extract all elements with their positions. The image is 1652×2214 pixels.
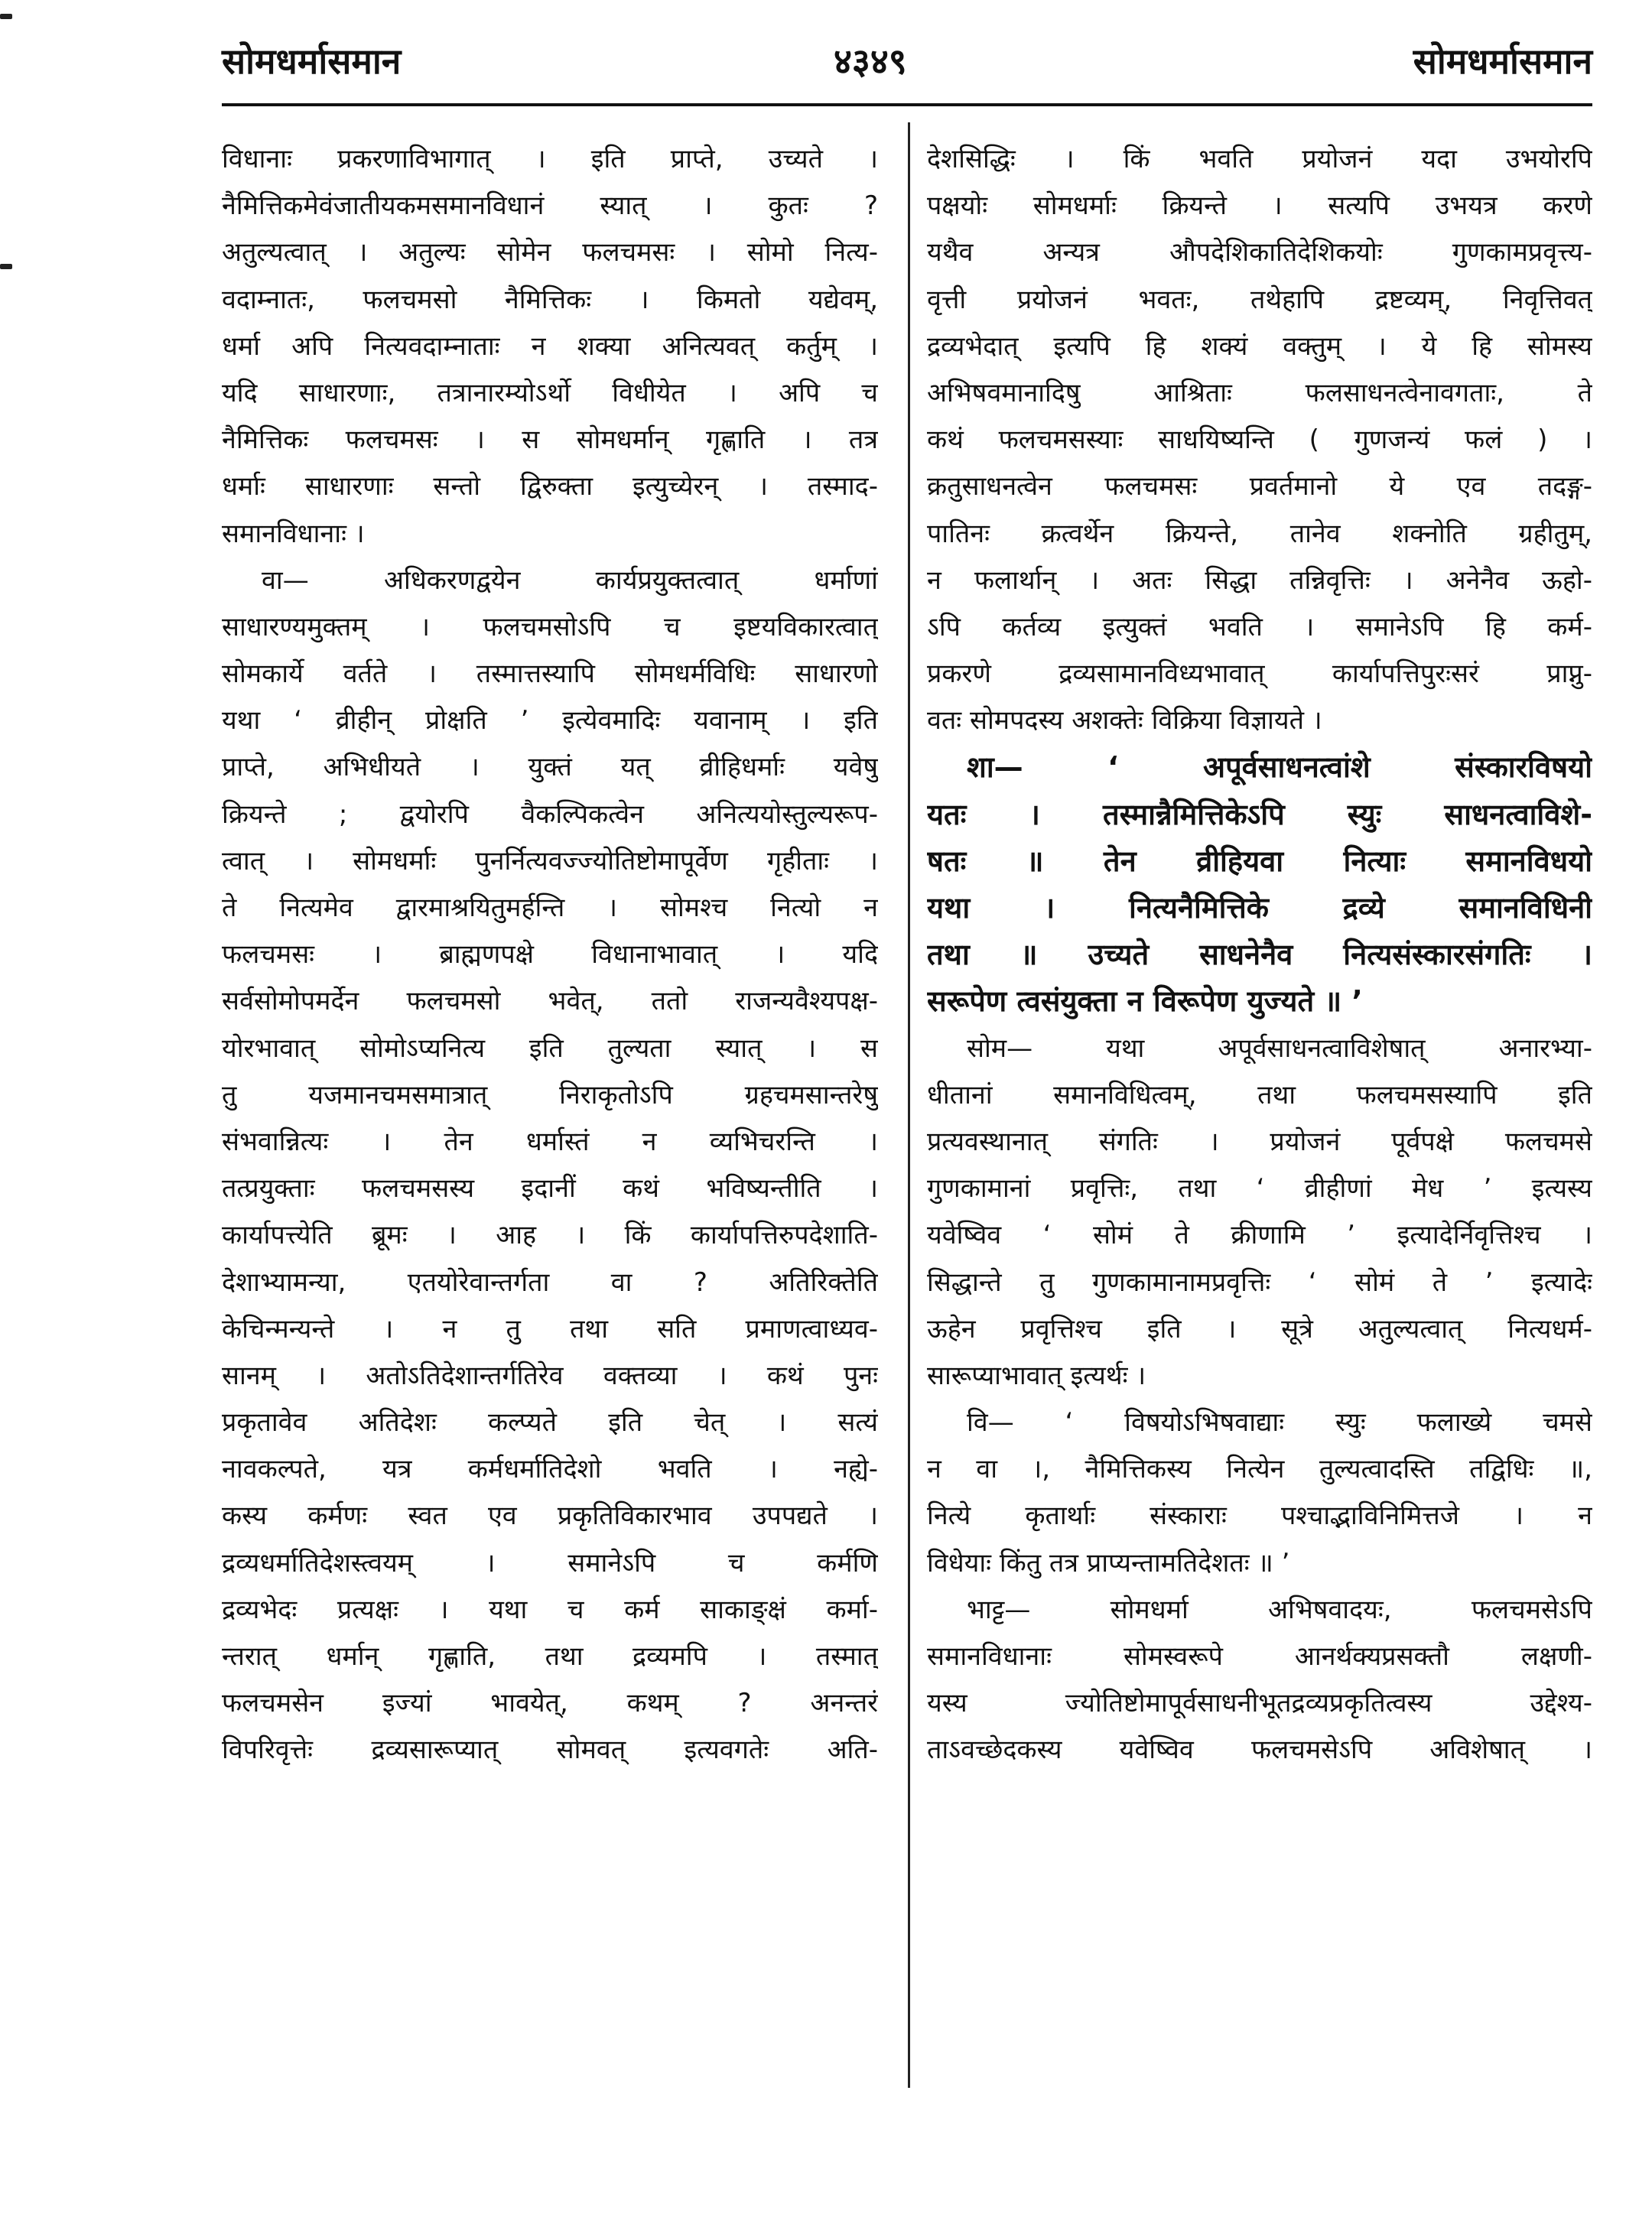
- text-line: नावकल्पते, यत्र कर्मधर्मातिदेशो भवति । नह्ये-: [222, 1454, 878, 1485]
- text-line: योरभावात् सोमोऽप्यनित्य इति तुल्यता स्यात् । स: [222, 1032, 878, 1064]
- text-line: देशसिद्धिः । किं भवति प्रयोजनं यदा उभयोरपि: [927, 144, 1592, 174]
- text-line: सानम् । अतोऽतिदेशान्तर्गतिरेव वक्तव्या । कथं पुनः: [222, 1360, 878, 1391]
- text-line: सिद्धान्ते तु गुणकामानामप्रवृत्तिः ‘ सोमं ते ’ इत्यादेः: [927, 1266, 1592, 1298]
- text-line: गुणकामानां प्रवृत्तिः, तथा ‘ व्रीहीणां मेध ’ इत्यस्य: [927, 1173, 1592, 1205]
- text-line: तत्प्रयुक्ताः फलचमसस्य इदानीं कथं भविष्यन्तीति ।: [222, 1173, 878, 1205]
- verse-line: सरूपेण त्वसंयुक्ता न विरूपेण युज्यते ॥ ’: [927, 984, 1363, 1019]
- verse-line: तथा ॥ उच्यते साधनेनैव नित्यसंस्कारसंगतिः ।: [927, 938, 1592, 972]
- text-line: क्रतुसाधनत्वेन फलचमसः प्रवर्तमानो ये एव तदङ्ग-: [927, 471, 1592, 502]
- left-column: [222, 136, 878, 1774]
- text-line: ताऽवच्छेदकस्य यवेष्विव फलचमसेऽपि अविशेषात् ।: [927, 1734, 1592, 1766]
- text-line: न फलार्थान् । अतः सिद्धा तन्निवृत्तिः । अनेनैव ऊहो-: [927, 564, 1592, 596]
- text-line: नैमित्तिकः फलचमसः । स सोमधर्मान् गृह्णाति । तत्र: [222, 424, 878, 456]
- text-line: वृत्ती प्रयोजनं भवतः, तथेहापि द्रष्टव्यम्, निवृत्तिवत्: [927, 284, 1592, 315]
- text-line: ते नित्यमेव द्वारमाश्रयितुमर्हन्ति । सोमश्च नित्यो न: [222, 892, 878, 923]
- text-line: विधेयाः किंतु तत्र प्राप्यन्तामतिदेशतः ॥ ’: [927, 1547, 1290, 1578]
- text-line: पातिनः क्रत्वर्थेन क्रियन्ते, तानेव शक्नोति ग्रहीतुम्,: [927, 518, 1592, 549]
- text-line: वि— ‘ विषयोऽभिषवाद्याः स्युः फलाख्ये चमसे: [967, 1407, 1592, 1439]
- text-line: विपरिवृत्तेः द्रव्यसारूप्यात् सोमवत् इत्यवगतेः अति-: [222, 1734, 878, 1766]
- text-line: प्रकरणे द्रव्यसामानविध्यभावात् कार्यापत्तिपुरःसरं प्राप्नु-: [927, 658, 1592, 690]
- text-line: यथा ‘ व्रीहीन् प्रोक्षति ’ इत्येवमादिः यवानाम् । इति: [222, 705, 878, 736]
- text-line: कथं फलचमसस्याः साधयिष्यन्ति ( गुणजन्यं फलं ) ।: [927, 424, 1592, 456]
- scan-margin-mark: [0, 14, 12, 19]
- text-line: द्रव्यभेदात् इत्यपि हि शक्यं वक्तुम् । ये हि सोमस्य: [927, 330, 1592, 362]
- text-line: फलचमसः । ब्राह्मणपक्षे विधानाभावात् । यदि: [222, 939, 878, 970]
- text-line: यथैव अन्यत्र औपदेशिकातिदेशिकयोः गुणकामप्रवृत्त्य-: [927, 237, 1592, 268]
- text-line: कस्य कर्मणः स्वत एव प्रकृतिविकारभाव उपपद्यते ।: [222, 1500, 878, 1532]
- text-line: वतः सोमपदस्य अशक्तेः विक्रिया विज्ञायते ।: [927, 705, 1322, 736]
- text-line: यस्य ज्योतिष्टोमापूर्वसाधनीभूतद्रव्यप्रकृतित्वस्य उद्देश्य-: [927, 1688, 1592, 1719]
- text-line: सारूप्याभावात् इत्यर्थः ।: [927, 1360, 1146, 1391]
- scan-margin-mark: [0, 264, 12, 269]
- text-line: वदाम्नातः, फलचमसो नैमित्तिकः । किमतो यद्येवम्,: [222, 284, 878, 315]
- text-line: न्तरात् धर्मान् गृह्णाति, तथा द्रव्यमपि । तस्मात्: [222, 1641, 878, 1672]
- text-line: पक्षयोः सोमधर्माः क्रियन्ते । सत्यपि उभयत्र करणे: [927, 190, 1592, 222]
- page-number: ४३४९: [834, 41, 907, 82]
- text-line: कार्यापत्त्येति ब्रूमः । आह । किं कार्यापत्तिरुपदेशाति-: [222, 1220, 878, 1251]
- verse-line: यतः । तस्मान्नैमित्तिकेऽपि स्युः साधनत्वाविशे-: [927, 797, 1592, 831]
- text-line: यवेष्विव ‘ सोमं ते क्रीणामि ’ इत्यादेर्निवृत्तिश्च ।: [927, 1220, 1592, 1251]
- text-line: सर्वसोमोपमर्देन फलचमसो भवेत्, ततो राजन्यवैश्यपक्ष-: [222, 986, 878, 1017]
- text-line: फलचमसेन इज्यां भावयेत्, कथम् ? अनन्तरं: [222, 1688, 878, 1719]
- text-line: वा— अधिकरणद्वयेन कार्यप्रयुक्तत्वात् धर्माणां: [262, 564, 878, 596]
- text-line: त्वात् । सोमधर्माः पुनर्नित्यवज्ज्योतिष्टोमापूर्वेण गृहीताः ।: [222, 845, 878, 876]
- text-line: नैमित्तिकमेवंजातीयकमसमानविधानं स्यात् । कुतः ?: [222, 190, 878, 222]
- text-line: द्रव्यभेदः प्रत्यक्षः । यथा च कर्म साकाङ्क्षं कर्मा-: [222, 1594, 878, 1625]
- text-line: अतुल्यत्वात् । अतुल्यः सोमेन फलचमसः । सोमो नित्य-: [222, 237, 878, 268]
- running-head-left: सोमधर्मासमान: [222, 41, 402, 82]
- text-line: धर्माः साधारणाः सन्तो द्विरुक्ता इत्युच्येरन् । तस्माद-: [222, 471, 878, 502]
- text-line: प्राप्ते, अभिधीयते । युक्तं यत् व्रीहिधर्माः यवेषु: [222, 752, 878, 783]
- column-divider: [908, 122, 910, 2088]
- text-line: द्रव्यधर्मातिदेशस्त्वयम् । समानेऽपि च कर्मणि: [222, 1547, 878, 1578]
- text-line: सोमकार्ये वर्तते । तस्मात्तस्यापि सोमधर्मविधिः साधारणो: [222, 658, 878, 690]
- header-rule: [222, 103, 1592, 106]
- text-line: समानविधानाः सोमस्वरूपे आनर्थक्यप्रसक्तौ लक्षणी-: [927, 1641, 1592, 1672]
- verse-line: यथा । नित्यनैमित्तिके द्रव्ये समानविधिनी: [927, 891, 1592, 925]
- text-line: संभवान्नित्यः । तेन धर्मास्तं न व्यभिचरन्ति ।: [222, 1126, 878, 1157]
- text-line: तु यजमानचमसमात्रात् निराकृतोऽपि ग्रहचमसान्तरेषु: [222, 1079, 878, 1110]
- text-line: नित्ये कृतार्थाः संस्काराः पश्चाद्भाविनिमित्तजे । न: [927, 1500, 1592, 1532]
- text-line: केचिन्मन्यन्ते । न तु तथा सति प्रमाणत्वाध्यव-: [222, 1313, 878, 1344]
- running-head-right: सोमधर्मासमान: [1413, 41, 1592, 82]
- text-line: ऊहेन प्रवृत्तिश्च इति । सूत्रे अतुल्यत्वात् नित्यधर्म-: [927, 1313, 1592, 1344]
- text-line: विधानाः प्रकरणाविभागात् । इति प्राप्ते, उच्यते ।: [222, 144, 878, 174]
- text-line: प्रत्यवस्थानात् संगतिः । प्रयोजनं पूर्वपक्षे फलचमसे: [927, 1126, 1592, 1157]
- text-line: धीतानां समानविधित्वम्, तथा फलचमसस्यापि इति: [927, 1079, 1592, 1110]
- text-line: प्रकृतावेव अतिदेशः कल्प्यते इति चेत् । सत्यं: [222, 1407, 878, 1439]
- text-line: क्रियन्ते ; द्वयोरपि वैकल्पिकत्वेन अनित्ययोस्तुल्यरूप-: [222, 798, 878, 830]
- verse-line: षतः ॥ तेन व्रीहियवा नित्याः समानविधयो: [927, 844, 1592, 878]
- right-column: [927, 136, 1592, 1774]
- text-line: ऽपि कर्तव्य इत्युक्तं भवति । समानेऽपि हि कर्म-: [927, 611, 1592, 642]
- text-line: यदि साधारणाः, तत्रानारम्योऽर्थो विधीयेत । अपि च: [222, 377, 878, 408]
- text-line: धर्मा अपि नित्यवदाम्नाताः न शक्या अनित्यवत् कर्तुम् ।: [222, 330, 878, 362]
- text-line: भाट्ट— सोमधर्मा अभिषवादयः, फलचमसेऽपि: [967, 1594, 1592, 1625]
- text-line: साधारण्यमुक्तम् । फलचमसोऽपि च इष्टयविकारत्वात्: [222, 611, 878, 642]
- text-line: समानविधानाः ।: [222, 518, 365, 549]
- text-line: सोम— यथा अपूर्वसाधनत्वाविशेषात् अनारभ्या-: [967, 1032, 1592, 1064]
- text-line: न वा ।, नैमित्तिकस्य नित्येन तुल्यत्वादस्ति तद्विधिः ॥,: [927, 1454, 1592, 1485]
- text-line: अभिषवमानादिषु आश्रिताः फलसाधनत्वेनावगताः, ते: [927, 377, 1592, 408]
- text-line: देशाभ्यामन्या, एतयोरेवान्तर्गता वा ? अतिरिक्तेति: [222, 1266, 878, 1298]
- verse-line: शा— ‘ अपूर्वसाधनत्वांशे संस्कारविषयो: [967, 750, 1592, 785]
